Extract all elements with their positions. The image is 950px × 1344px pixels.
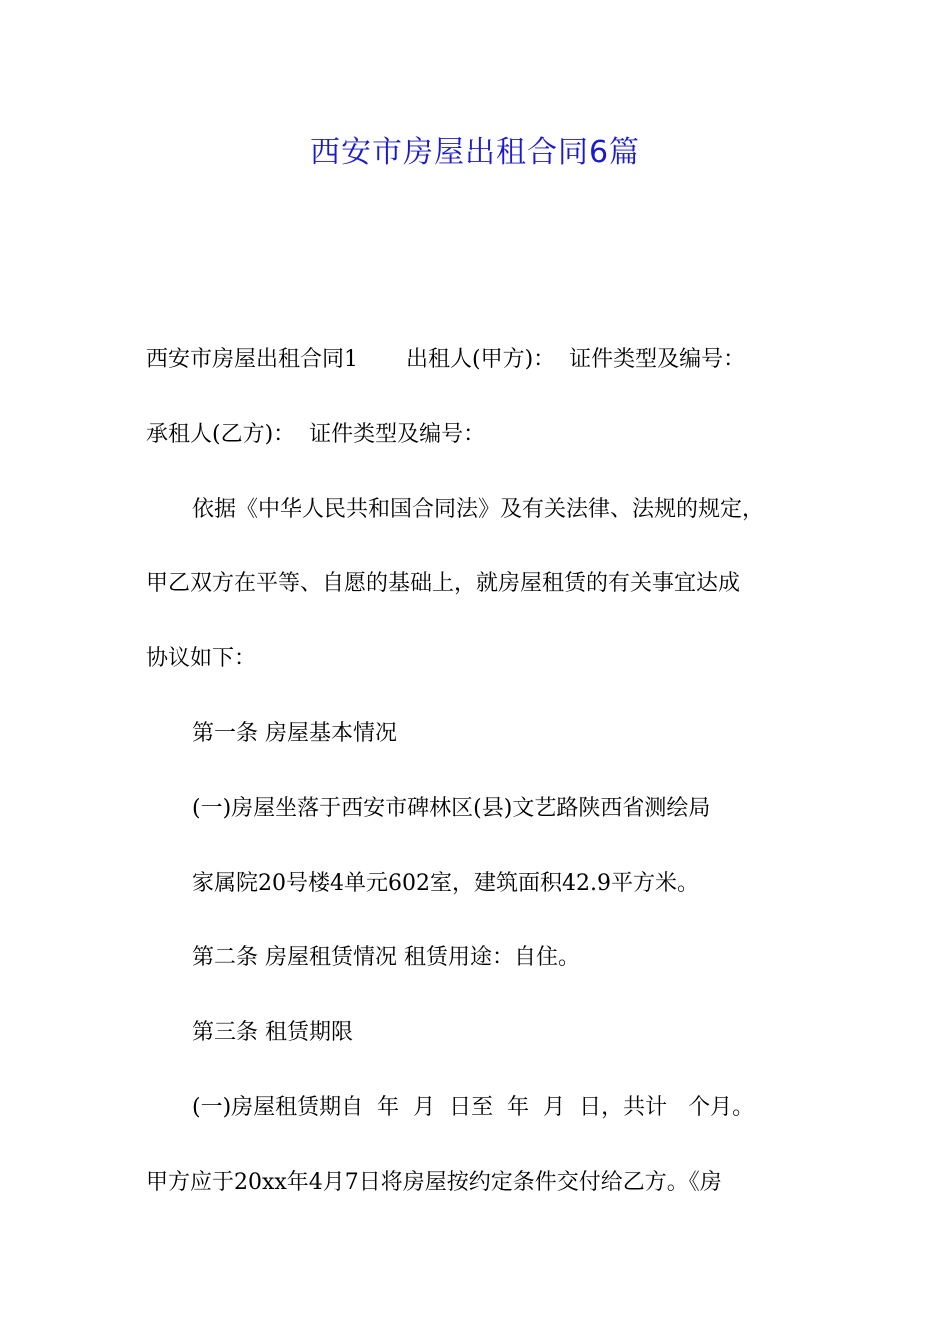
lessor-id-label: 证件类型及编号：	[569, 347, 746, 372]
article-heading: 第一条 房屋基本情况	[192, 721, 397, 746]
paragraph-line: (一)房屋坐落于西安市碑林区(县)文艺路陕西省测绘局	[192, 796, 711, 821]
paragraph-line: 甲乙双方在平等、自愿的基础上，就房屋租赁的有关事宜达成	[146, 571, 741, 596]
paragraph-line: (一)房屋租赁期自 年 月 日至 年 月 日，共计 个月。	[192, 1095, 755, 1120]
lessee-line	[146, 418, 826, 452]
lessee-label: 承租人(乙方)：	[146, 422, 296, 447]
lessor-label: 出租人(甲方)：	[406, 347, 556, 372]
paragraph-line: 依据《中华人民共和国合同法》及有关法律、法规的规定，	[192, 497, 765, 522]
contract-number-label: 西安市房屋出租合同1	[146, 347, 358, 372]
paragraph-line: 协议如下：	[146, 646, 257, 671]
article-heading: 第二条 房屋租赁情况 租赁用途：自住。	[192, 945, 580, 970]
contract-header-line	[146, 343, 826, 377]
document-title: 西安市房屋出租合同6篇	[309, 135, 641, 170]
lessee-id-label: 证件类型及编号：	[309, 422, 486, 447]
paragraph-line: 甲方应于20xx年4月7日将房屋按约定条件交付给乙方。《房	[146, 1170, 722, 1195]
paragraph-line: 家属院20号楼4单元602室，建筑面积42.9平方米。	[192, 871, 699, 896]
article-heading: 第三条 租赁期限	[192, 1020, 353, 1045]
